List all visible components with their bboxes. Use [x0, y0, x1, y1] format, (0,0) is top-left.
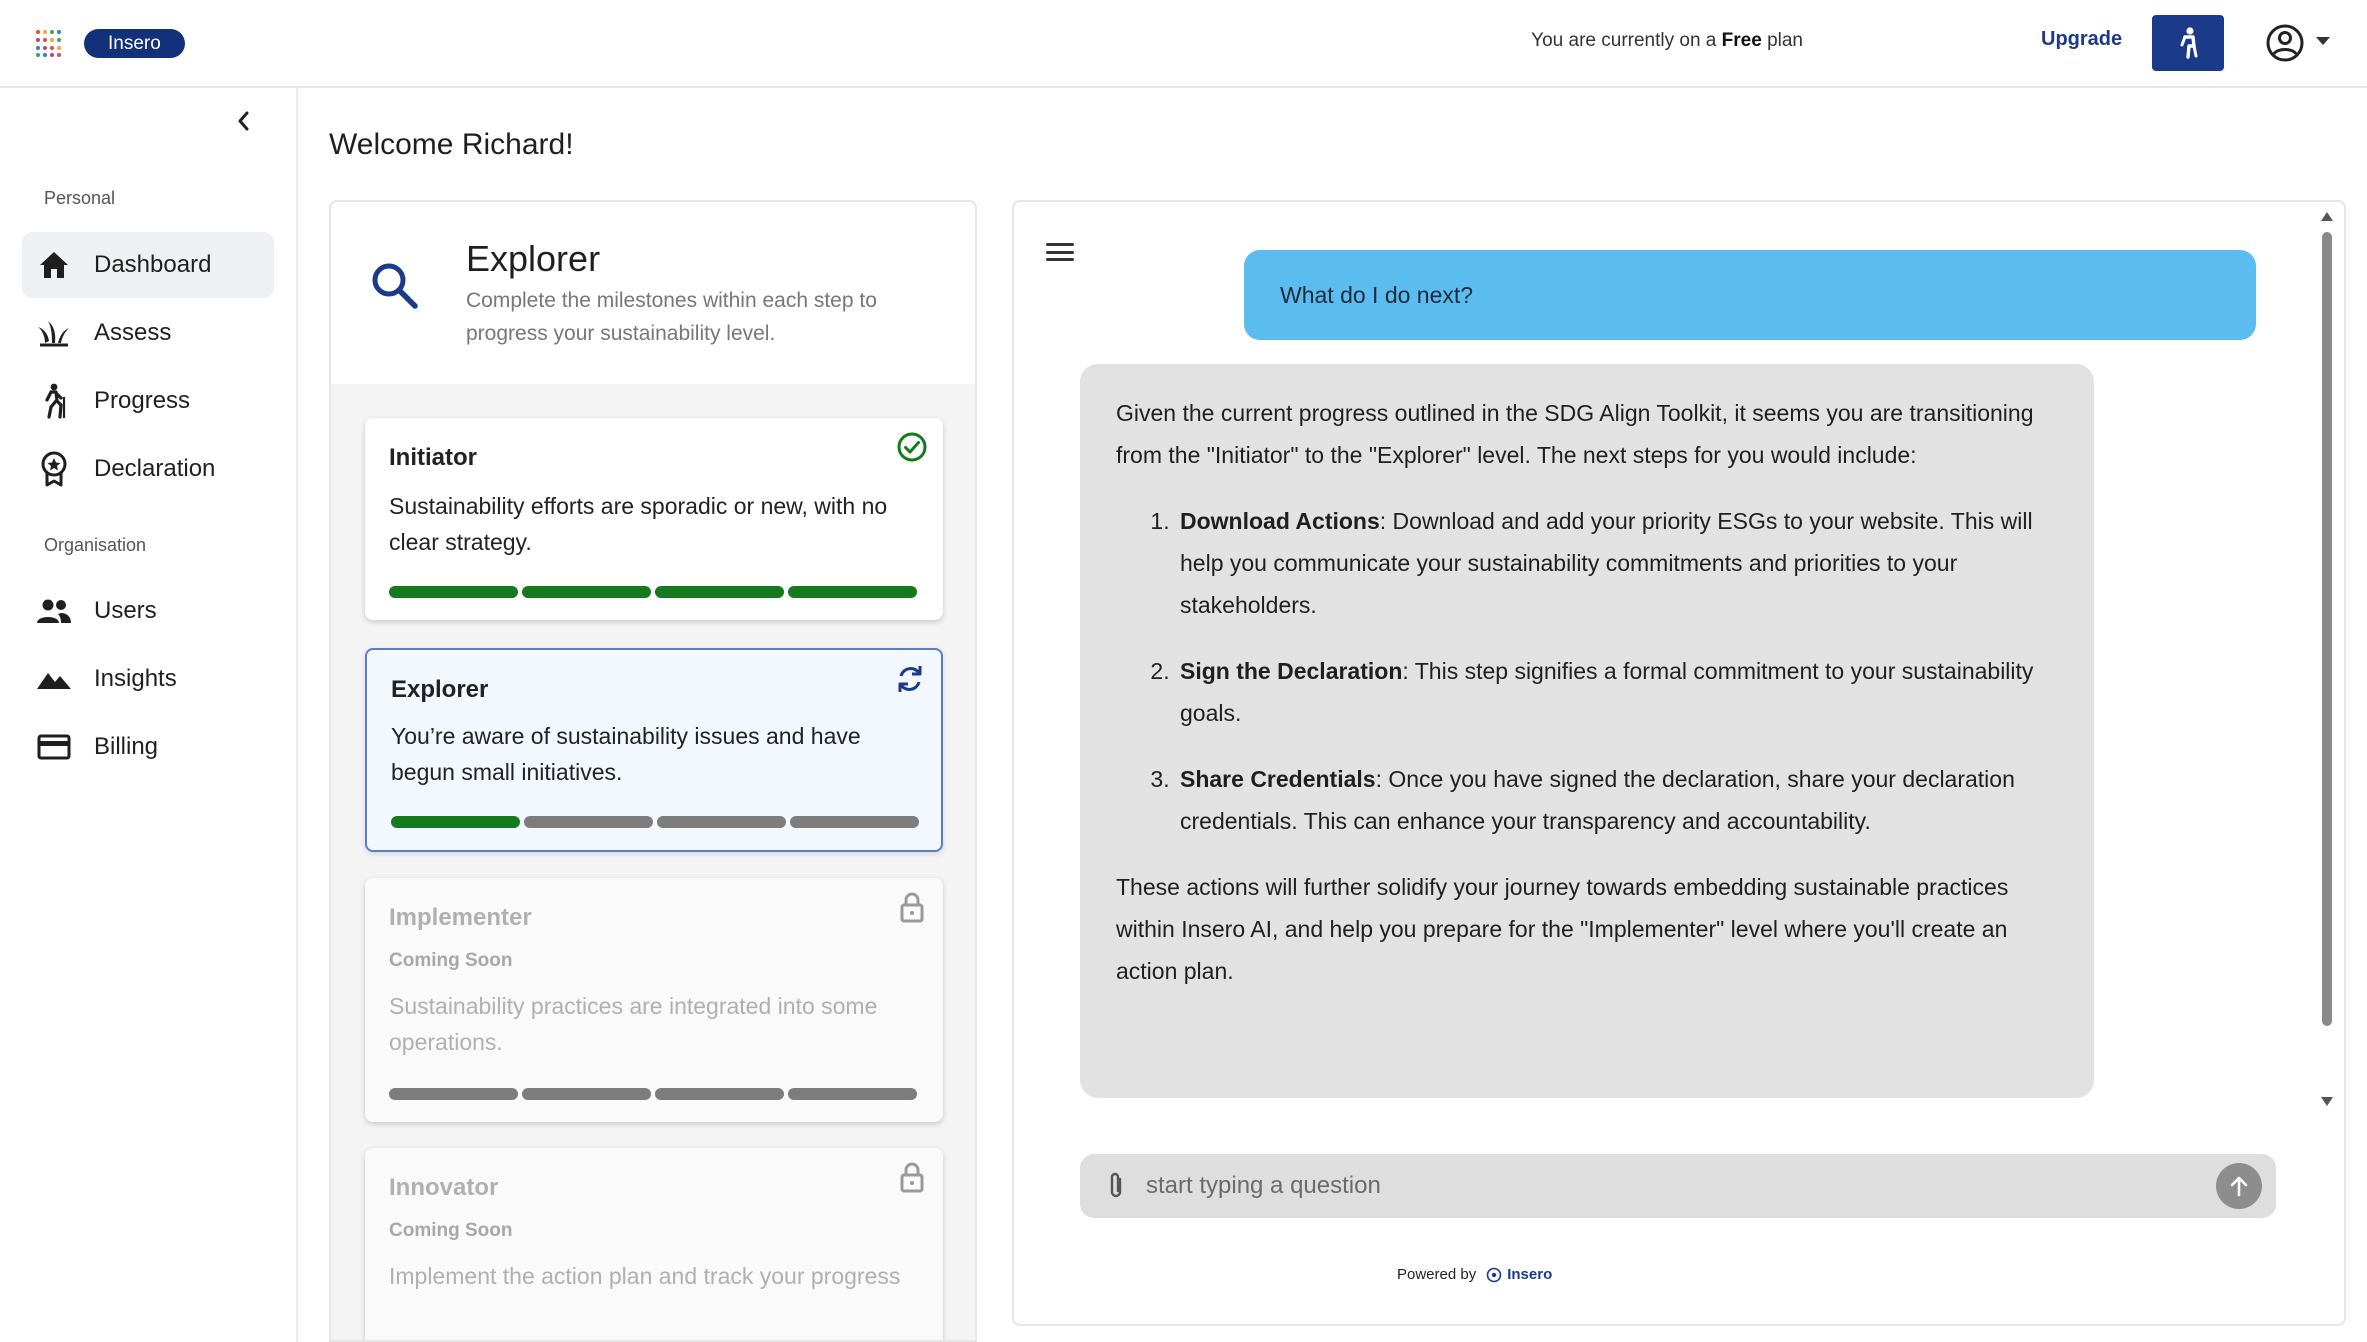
- progress-segment: [522, 586, 651, 598]
- sidebar-item-billing[interactable]: [22, 714, 274, 780]
- step-title: Download Actions: [1180, 508, 1380, 534]
- level-description: You’re aware of sustainability issues and have begun small initiatives.: [391, 723, 861, 785]
- progress-segment: [389, 586, 518, 598]
- logo-icon[interactable]: [36, 30, 64, 58]
- progress-segment: [522, 1088, 651, 1100]
- level-card-innovator[interactable]: [365, 1148, 943, 1342]
- sidebar-item-label: Declaration: [94, 455, 216, 482]
- progress-segment: [657, 816, 786, 828]
- progress-segment: [655, 1088, 784, 1100]
- sync-icon: [893, 662, 927, 696]
- powered-by-label: Powered by: [1397, 1266, 1477, 1283]
- badge-icon: [34, 449, 74, 489]
- chat-question-input[interactable]: [1146, 1166, 2216, 1206]
- progress-segment: [655, 586, 784, 598]
- plan-status: [1531, 30, 1803, 52]
- level-description: Implement the action plan and track your progress: [389, 1263, 901, 1289]
- sidebar-item-label: Insights: [94, 665, 177, 692]
- progress-segment: [790, 816, 919, 828]
- step-title: Share Credentials: [1180, 766, 1376, 792]
- account-circle-icon: [2265, 23, 2305, 63]
- coming-soon-label: Coming Soon: [389, 950, 513, 971]
- step-text: : Once you have signed the declaration, share your declaration credentials. This can enhance your transparency and accountability.: [1180, 766, 2015, 834]
- section-label-personal: Personal: [44, 188, 116, 208]
- hiking-icon: [34, 381, 74, 421]
- scrollbar-thumb[interactable]: [2322, 232, 2332, 1026]
- lock-icon: [895, 890, 929, 924]
- check-circle-icon: [895, 430, 929, 464]
- level-description: Sustainability practices are integrated into some operations.: [389, 993, 878, 1055]
- chat-input-bar: [1080, 1154, 2276, 1218]
- plan-name: Free: [1721, 30, 1762, 51]
- progress-segment: [524, 816, 653, 828]
- scroll-up-arrow-icon[interactable]: [2321, 212, 2333, 221]
- page-title: Welcome Richard!: [329, 128, 574, 161]
- level-card-initiator[interactable]: [365, 418, 943, 620]
- sidebar-item-label: Progress: [94, 387, 191, 414]
- home-icon: [34, 245, 74, 285]
- step-text: : This step signifies a formal commitment to your sustainability goals.: [1180, 658, 2034, 726]
- brand-badge[interactable]: Insero: [84, 29, 185, 58]
- chat-scrollbar[interactable]: [2318, 206, 2336, 1106]
- level-progress-bar: [389, 586, 917, 598]
- sidebar-item-assess[interactable]: [22, 300, 274, 366]
- scroll-down-arrow-icon[interactable]: [2321, 1097, 2333, 1106]
- arrow-up-icon: [2229, 1175, 2249, 1197]
- progress-segment: [788, 1088, 917, 1100]
- progress-segment: [788, 586, 917, 598]
- assistant-intro: Given the current progress outlined in the SDG Align Toolkit, it seems you are transitioning from the "Initiator" to the "Explorer" level. The next steps for you would include:: [1116, 400, 2034, 468]
- current-level-subtitle: Complete the milestones within each step to progress your sustainability level.: [466, 289, 877, 345]
- coming-soon-label: Coming Soon: [389, 1220, 513, 1241]
- level-title: Initiator: [389, 444, 477, 471]
- plan-suffix: plan: [1767, 30, 1803, 51]
- list-item: [1176, 758, 2058, 842]
- sidebar-item-insights[interactable]: [22, 646, 274, 712]
- top-bar: [0, 0, 2367, 88]
- sidebar: [0, 88, 298, 1342]
- powered-brand[interactable]: [1486, 1266, 1552, 1283]
- level-progress-bar: [389, 1088, 917, 1100]
- level-title: Innovator: [389, 1174, 499, 1201]
- sidebar-item-progress[interactable]: [22, 368, 274, 434]
- sidebar-item-label: Billing: [94, 733, 159, 760]
- level-card-implementer[interactable]: [365, 878, 943, 1122]
- menu-icon[interactable]: [1044, 238, 1076, 266]
- level-card-explorer[interactable]: [365, 648, 943, 852]
- section-label-organisation: Organisation: [44, 535, 147, 555]
- accessibility-icon: [2173, 26, 2203, 60]
- progress-segment: [389, 1088, 518, 1100]
- insero-logo-icon: [1486, 1267, 1502, 1283]
- powered-brand-name: Insero: [1507, 1266, 1553, 1283]
- sidebar-item-users[interactable]: [22, 578, 274, 644]
- assistant-message: [1080, 364, 2094, 1098]
- lock-icon: [895, 1160, 929, 1194]
- credit-card-icon: [34, 727, 74, 767]
- assistant-outro: These actions will further solidify your journey towards embedding sustainable practices within Insero AI, and help you prepare for the "Implementer" level where you'll create an action plan.: [1116, 874, 2009, 984]
- list-item: [1176, 650, 2058, 734]
- attach-icon[interactable]: [1100, 1170, 1132, 1202]
- level-title: Explorer: [391, 676, 489, 703]
- chevron-down-icon[interactable]: [2316, 37, 2330, 45]
- level-progress-bar: [391, 816, 919, 828]
- sidebar-item-label: Dashboard: [94, 251, 212, 278]
- step-title: Sign the Declaration: [1180, 658, 1403, 684]
- upgrade-link[interactable]: Upgrade: [2041, 28, 2123, 50]
- powered-by: [1397, 1266, 1552, 1283]
- assistant-steps: [1116, 500, 2058, 842]
- account-button[interactable]: [2262, 22, 2308, 64]
- current-level-title: Explorer: [466, 238, 601, 279]
- landscape-icon: [34, 659, 74, 699]
- levels-panel-header: [331, 202, 975, 384]
- accessibility-button[interactable]: [2152, 15, 2224, 71]
- list-item: [1176, 500, 2058, 626]
- users-icon: [34, 591, 74, 631]
- chevron-left-icon: [235, 110, 251, 132]
- sidebar-item-label: Assess: [94, 319, 172, 346]
- user-message-text: What do I do next?: [1280, 281, 1474, 308]
- send-button[interactable]: [2216, 1163, 2262, 1209]
- level-description: Sustainability efforts are sporadic or new, with no clear strategy.: [389, 493, 888, 555]
- sidebar-item-dashboard[interactable]: [22, 232, 274, 298]
- step-text: : Download and add your priority ESGs to your website. This will help you communicate your sustainability commitments and priorities to your stakeholders.: [1180, 508, 2033, 618]
- search-icon: [369, 260, 419, 310]
- level-title: Implementer: [389, 904, 532, 931]
- collapse-sidebar-button[interactable]: [228, 106, 258, 136]
- progress-segment: [391, 816, 520, 828]
- grass-icon: [34, 313, 74, 353]
- user-message: [1244, 250, 2256, 340]
- sidebar-item-label: Users: [94, 597, 157, 624]
- levels-panel: [329, 200, 977, 1342]
- chat-panel: [1012, 200, 2346, 1326]
- plan-prefix: You are currently on a: [1531, 30, 1717, 51]
- sidebar-item-declaration[interactable]: [22, 436, 274, 502]
